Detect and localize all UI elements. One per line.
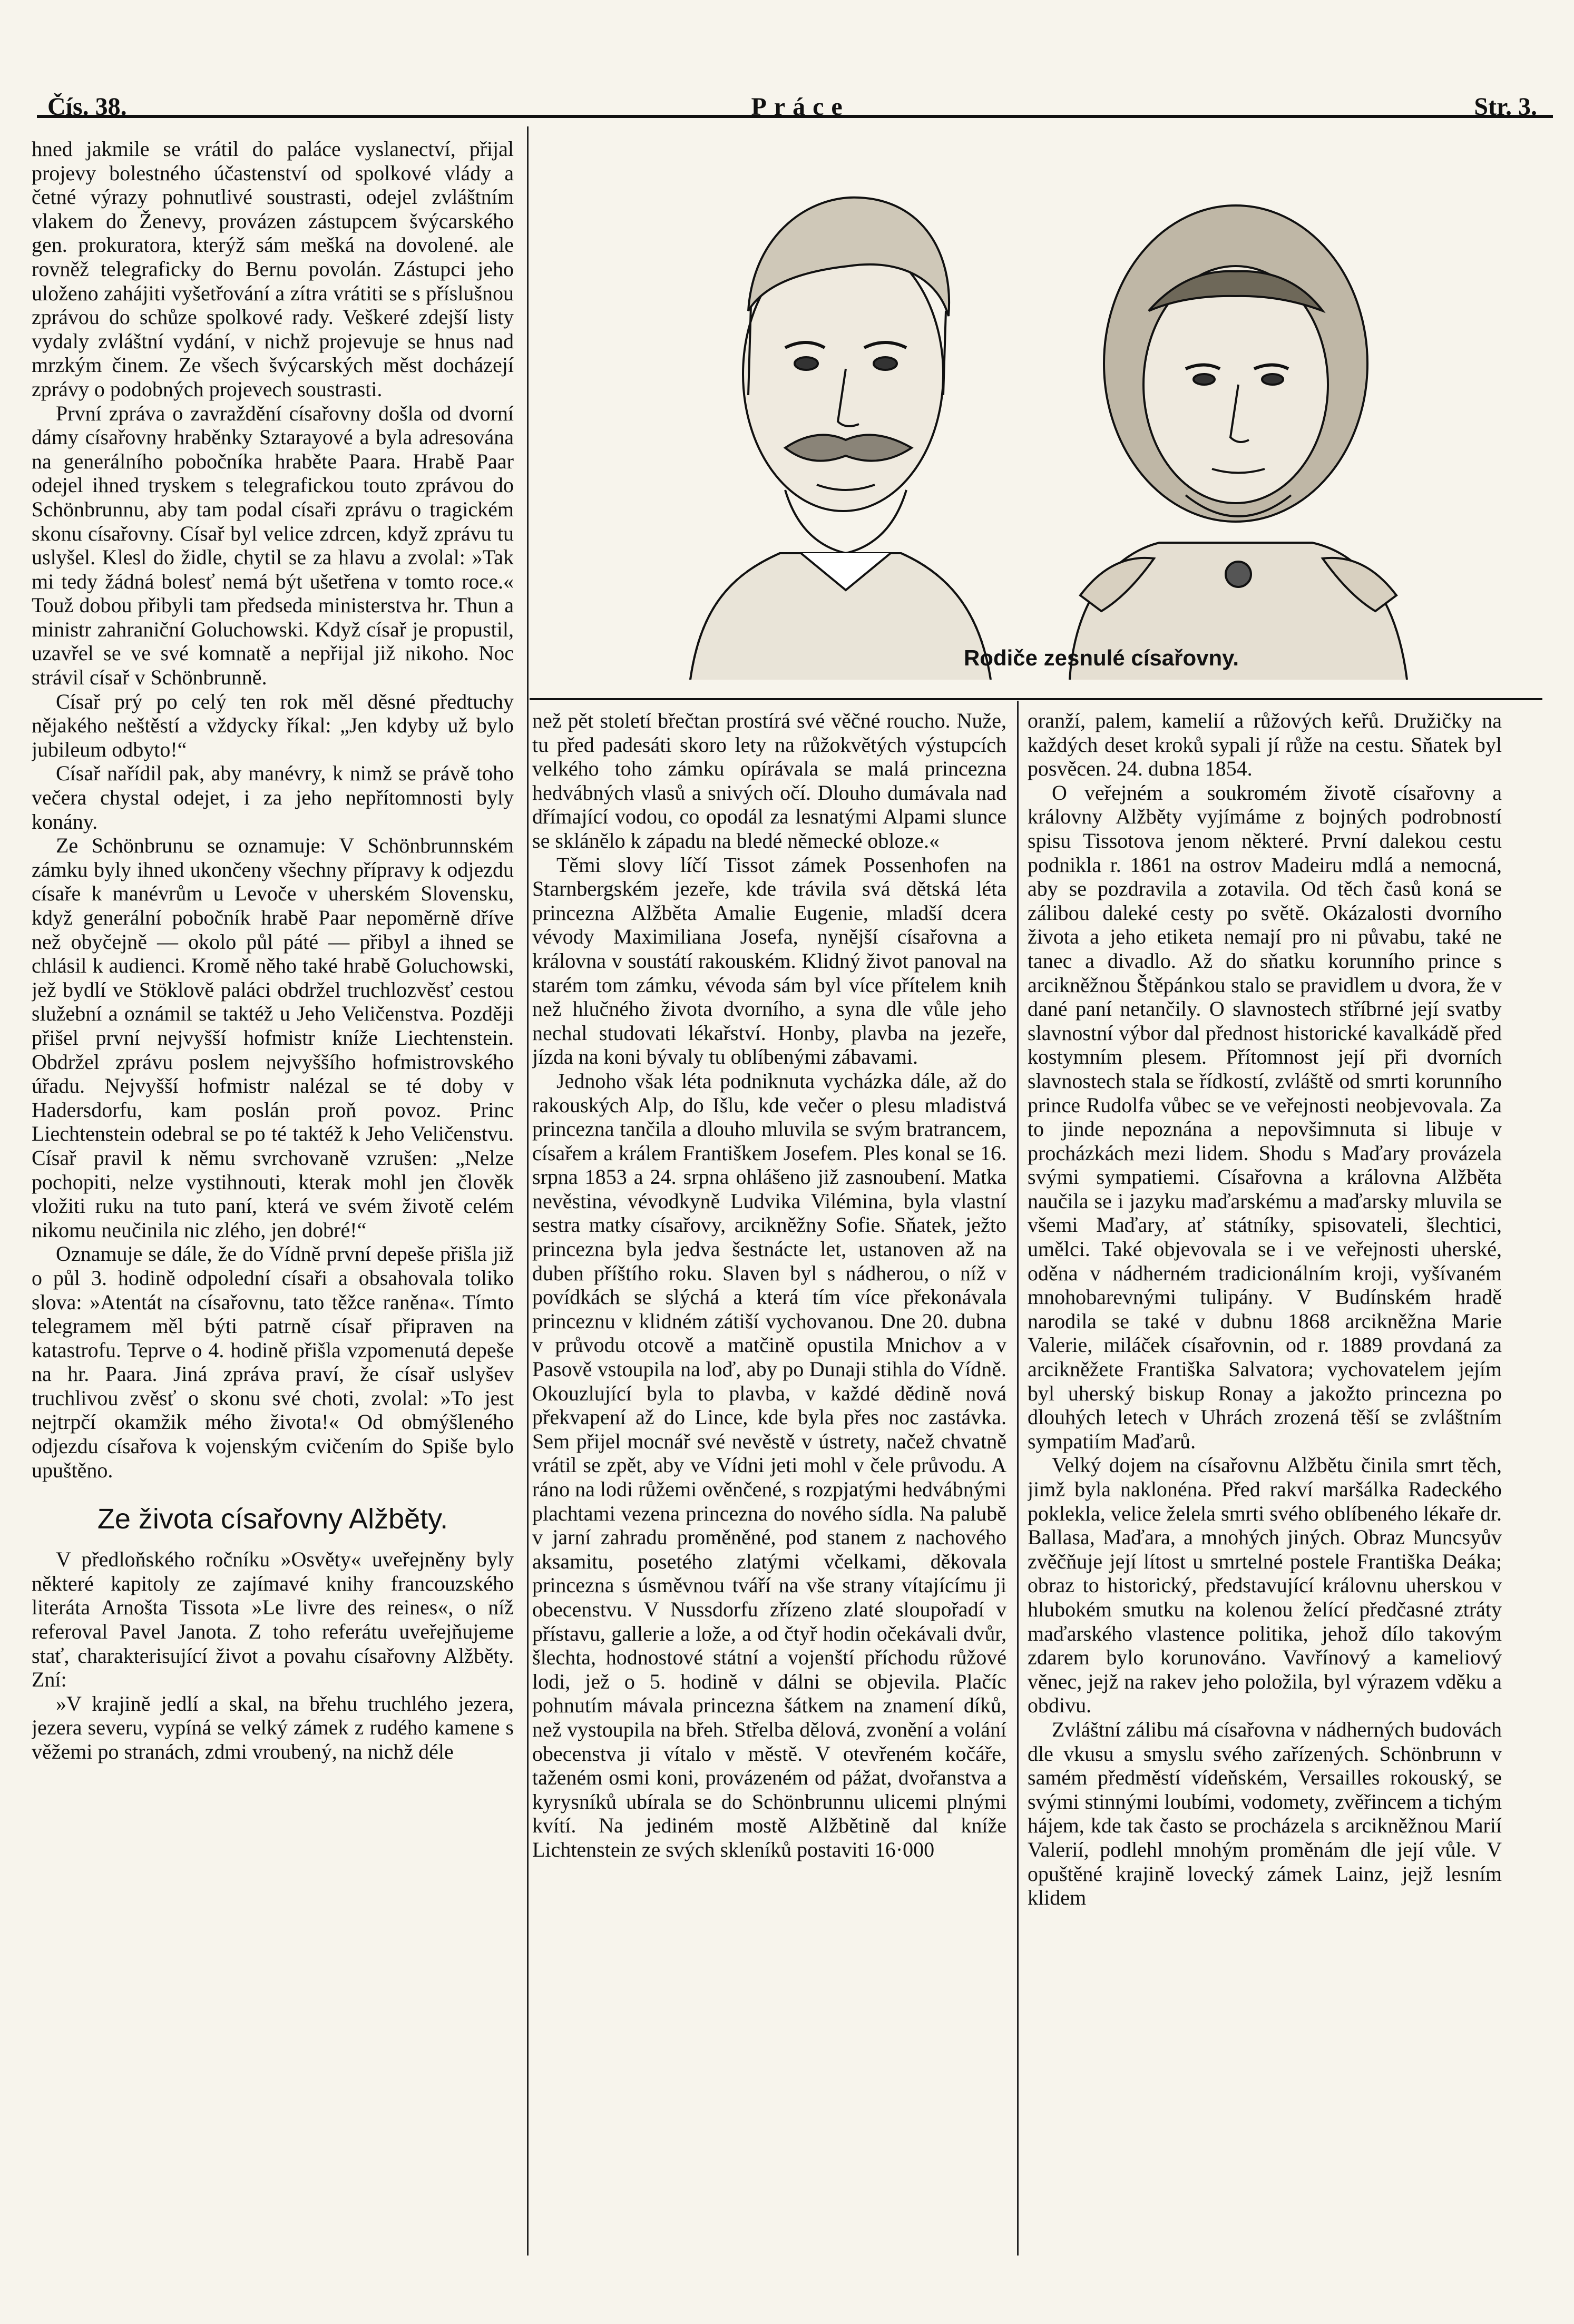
section-title: Ze života císařovny Alžběty. <box>97 1503 448 1535</box>
paragraph: Ze Schönbrunu se oznamuje: V Schönbrunnském zámku byly ihned ukončeny všechny přípravy k odjezdu císaře k manévrům u Levoče v uherském Slovensku, když generální pobočník hrabě Paar nepoměrně dříve než obyčejně — okolo půl páté — přibyl a ihned se chlásil k audienci. Kromě něho také hrabě Goluchowski, jež bydlí ve Stöklově paláci obdržel truchlozvěsť cestou služební a oznámil se taktéž u Jeho Veličenstva. Později přišel první nejvyšší hofmistr kníže Liechtenstein. Obdržel zprávu poslem nejvyššího hofmistrovského úřadu. Nejvyšší hofmistr nalézal se té doby v Hadersdorfu, kam poslán proň povoz. Princ Liechtenstein odebral se po té taktéž k Jeho Veličenstvu. Císař pravil k němu svrchovaně vzrušen: „Nelze pochopiti, nelze vystihnouti, kterak mohl jen člověk vložiti ruku na tuto paní, která ve svém životě celém nikomu neučinila nic zlého, jen dobré!“ <box>32 833 514 1242</box>
newspaper-title: Práce <box>751 93 850 121</box>
column-2 <box>532 709 1006 2266</box>
paragraph: V předloňského ročníku »Osvěty« uveřejněny byly některé kapitoly ze zajímavé knihy francouzského literáta Arnošta Tissota »Le livre des reines«, o níž referoval Pavel Janota. Z toho referátu uveřejňujeme stať, charakterisující život a povahu císařovny Alžběty. Zní: <box>32 1547 514 1692</box>
paragraph: Velký dojem na císařovnu Alžbětu činila smrt těch, jimž byla naklonéna. Před rakví maršálka Radeckého poklekla, velice želela smrti svého oblíbeného lékaře dr. Ballasa, Maďara, a mnohých jiných. Obraz Muncsyův zvěčňuje její lítost u smrtelné postele Františka Deáka; obraz to historický, představující královnu uherskou v hlubokém smutku na kolenou želící předčasné ztráty maďarského vlastence politika, jehož dílo takovým zdarem bylo korunováno. Vavřínový a kameliový věnec, jejž na rakev jeho položila, byl výrazem vděku a obdivu. <box>1028 1453 1502 1718</box>
column-rule-2 <box>1017 701 1019 2256</box>
figure-rule <box>530 698 1542 700</box>
paragraph: oranží, palem, kamelií a růžových keřů. Družičky na každých deset kroků sypali jí růže na cestu. Sňatek byl posvěcen. 24. dubna 1854. <box>1028 709 1502 781</box>
header-rule <box>37 115 1553 118</box>
paragraph: O veřejném a soukromém životě císařovny a královny Alžběty vyjímáme z bojných podrobností spisu Tissotova jenom některé. První dalekou cestu podnikla r. 1861 na ostrov Madeiru mdlá a nemocná, aby se pozdravila a zotavila. Od těch časů koná se zálibou daleké cesty po světě. Okázalosti dvorního života a jeho etiketa nemají pro ni půvabu, také ne tanec a divadlo. Až do sňatku korunního prince s arcikněžnou Štěpánkou stalo se pravidlem u dvora, že v dané paní netančily. O slavnostech stříbrné její svatby slavnostní výbor dal přednost historické kavalkádě před kostymním plesem. Přítomnost její při dvorních slavnostech stala se řídkostí, zvláště od smrti korunního prince Rudolfa vůbec se ve veřejnosti neobjevovala. Za to jinde nepoznána a nepovšimnuta si libuje v procházkách mezi lidem. Shodu s Maďary provázela svými sympatiemi. Císařovna a královna Alžběta naučila se i jazyku maďarskému a maďarsky mluvila se všemi Maďary, ať státníky, spisovateli, šlechtici, umělci. Také objevovala se i ve veřejnosti uherské, oděna v nádherném tradicionálním kroji, vyšívaném mnohobarevnými tulipány. V Budínském hradě narodila se také v dubnu 1868 arcikněžna Marie Valerie, miláček císařovnin, od r. 1889 provdaná za arcikněžete Františka Salvatora; vychovatelem jejím byl uherský biskup Ronay a jakožto princezna po dlouhých letech v Uhrách zrozená těší se zvláštním sympatiím Maďarů. <box>1028 780 1502 1453</box>
paragraph: Císař prý po celý ten rok měl děsné předtuchy nějakého neštěstí a vždycky říkal: „Jen kdyby už bylo jubileum odbyto!“ <box>32 689 514 761</box>
issue-number: Čís. 38. <box>47 93 127 121</box>
paragraph: než pět století břečtan prostírá své věčné roucho. Nuže, tu před padesáti skoro lety na růžokvětých výstupcích velkého toho zámku opírávala se malá princezna hedvábných vlasů a snivých očí. Dlouho dumávala nad dřímající vodou, co opodál za lesnatými Alpami slunce se sklánělo k západu na bledé německé obloze.« <box>532 709 1006 852</box>
paragraph: »V krajině jedlí a skal, na břehu truchlého jezera, jezera severu, vypíná se velký zámek z rudého kamene s věžemi po stranách, zdmi vroubený, na nichž déle <box>32 1691 514 1763</box>
page-number: Str. 3. <box>1474 93 1537 121</box>
paragraph: Těmi slovy líčí Tissot zámek Possenhofen na Starnbergském jezeře, kde trávila svá dětská léta princezna Alžběta Amalie Eugenie, mladší dcera vévody Maximiliana Josefa, nynější císařovna a královna v soustátí rakouském. Klidný život panoval na starém tom zámku, vévoda sám byl více přítelem knih než hlučného života dvorního, a syna dle vůle jeho nechal studovati lékařství. Honby, plavba na jezeře, jízda na koni bývaly tu oblíbenými zábavami. <box>532 852 1006 1069</box>
man-portrait <box>690 198 991 680</box>
paragraph: hned jakmile se vrátil do paláce vyslanectví, přijal projevy bolestného účastenství od spolkové vlády a četné výrazy pohnutlivé soustrasti, odejel zvláštním vlakem do Ženevy, provázen zástupcem švýcarského gen. prokuratora, kterýž sám mešká na dovolené. ale rovněž telegraficky do Bernu povolán. Zástupci jeho uloženo zahájiti vyšetřování a zítra vrátiti se s příslušnou zprávou do schůze spolkové rady. Veškeré zdejší listy vydaly zvláštní vydání, v nichž projevuje se hnus nad mrzkým činem. Ze všech švýcarských měst docházejí zprávy o podobných projevech soustrasti. <box>32 137 514 401</box>
column-3 <box>1028 709 1502 2266</box>
paragraph: Oznamuje se dále, že do Vídně první depeše přišla již o půl 3. hodině odpolední císaři a obsahovala toliko slova: »Atentát na císařovnu, tato těžce raněna«. Tímto telegramem měl býti patrně císař připraven na katastrofu. Teprve o 4. hodině přišla vzpomenutá depeše na hr. Paara. Jiná zpráva praví, že císař uslyšev truchlivou zvěsť o skonu své choti, zvolal: »To jest nejtrpčí okamžik mého života!« Od obmýšleného odjezdu císařova k vojenským cvičením do Spiše bylo upuštěno. <box>32 1242 514 1482</box>
paragraph: Císař nařídil pak, aby manévry, k nimž se právě toho večera chystal odejet, i za jeho nepřítomnosti byly konány. <box>32 761 514 833</box>
paragraph: První zpráva o zavraždění císařovny došla od dvorní dámy císařovny hraběnky Sztarayové a byla adresována na generálního pobočníka hraběte Paara. Hrabě Paar odejel ihned tryskem s telegrafickou touto zprávou do Schönbrunnu, aby tam podal císaři zprávu o tragickém skonu císařovny. Císař byl velice zdrcen, když zprávu tu uslyšel. Klesl do židle, chytil se za hlavu a zvolal: »Tak mi tedy žádná bolesť nemá být ušetřena v tomto roce.« Touž dobou přibyli tam předseda ministerstva hr. Thun a ministr zahraniční Goluchowski. Když císař je propustil, uzavřel se ve své komnatě a nepřijal již nikoho. Noc strávil císař v Schönbrunně. <box>32 401 514 690</box>
column-1 <box>32 137 514 2266</box>
portraits-svg <box>627 174 1528 680</box>
portrait-illustration <box>627 174 1528 680</box>
woman-portrait <box>1070 205 1407 680</box>
paragraph: Jednoho však léta podniknuta vycházka dále, až do rakouských Alp, do Išlu, kde večer o plesu mladistvá princezna tančila a dlouho mluvila se svým bratrancem, císařem a králem Františkem Josefem. Ples konal se 16. srpna 1853 a 24. srpna ohlášeno již zasnoubení. Matka nevěstina, vévodkyně Ludvika Vilémina, byla vlastní sestra matky císařovy, arcikněžny Sofie. Sňatek, ježto princezna byla jedva šestnácte let, ustanoven až na duben příštího roku. Slaven byl s nádherou, o níž v povídkách se slýchá a která tím více překonávala princeznu v klidném zátiší vychovanou. Dne 20. dubna v průvodu otcově a matčině opustila Mnichov a v Pasově vstoupila na loď, aby po Dunaji stihla do Vídně. Okouzlující byla to plavba, v každé dědině nová překvapení až do Lince, kde byla přes noc zastávka. Sem přijel mocnář své nevěstě v ústrety, načež chvatně vrátil se zpět, aby ve Vídni jeti mohl v čele průvodu. A ráno na lodi růžemi ověnčené, s rozpjatými hedvábnými plachtami vezena princezna do nového sídla. Na palubě v jarní zahradu proměněné, pod stanem z nachového aksamitu, posetého zlatými včelkami, děkovala princezna s úsměvnou tváří na vše strany vítajícímu ji obecenstvu. V Nussdorfu zřízeno zlaté sloupořadí v přístavu, gallerie a lože, a od čtyř hodin očekávali dvůr, šlechta, hodnostové státní a vojenští příchodu růžové lodi, jež o 5. hodině v dálni se objevila. Plačíc pohnutím mávala princezna šátkem na znamení díků, než vystoupila na břeh. Střelba dělová, zvonění a volání obecenstva ji vítalo v městě. V otevřeném kočáře, taženém osmi koni, provázeném od pážat, dvořanstva a kyrysníků ubírala se do Schönbrunnu ulicemi plnými kvítí. Na jediném mostě Alžbětině dal kníže Lichtenstein ze svých skleníků postaviti 16·000 <box>532 1068 1006 1861</box>
column-rule-1 <box>527 126 529 2256</box>
paragraph: Zvláštní zálibu má císařovna v nádherných budovách dle vkusu a smyslu svého zařízených. Schönbrunn v samém předměstí vídeňském, Versailles rokouský, se svými stinnými loubími, vodomety, zvěřincem a tichým hájem, kde tak často se procházela s arcikněžnou Marií Valerií, podlehl mnohým proměnám dle její vůle. V opuštěné krajině lovecký zámek Lainz, jejž lesním klidem <box>1028 1717 1502 1910</box>
figure-caption: Rodiče zesnulé císařovny. <box>963 645 1239 670</box>
